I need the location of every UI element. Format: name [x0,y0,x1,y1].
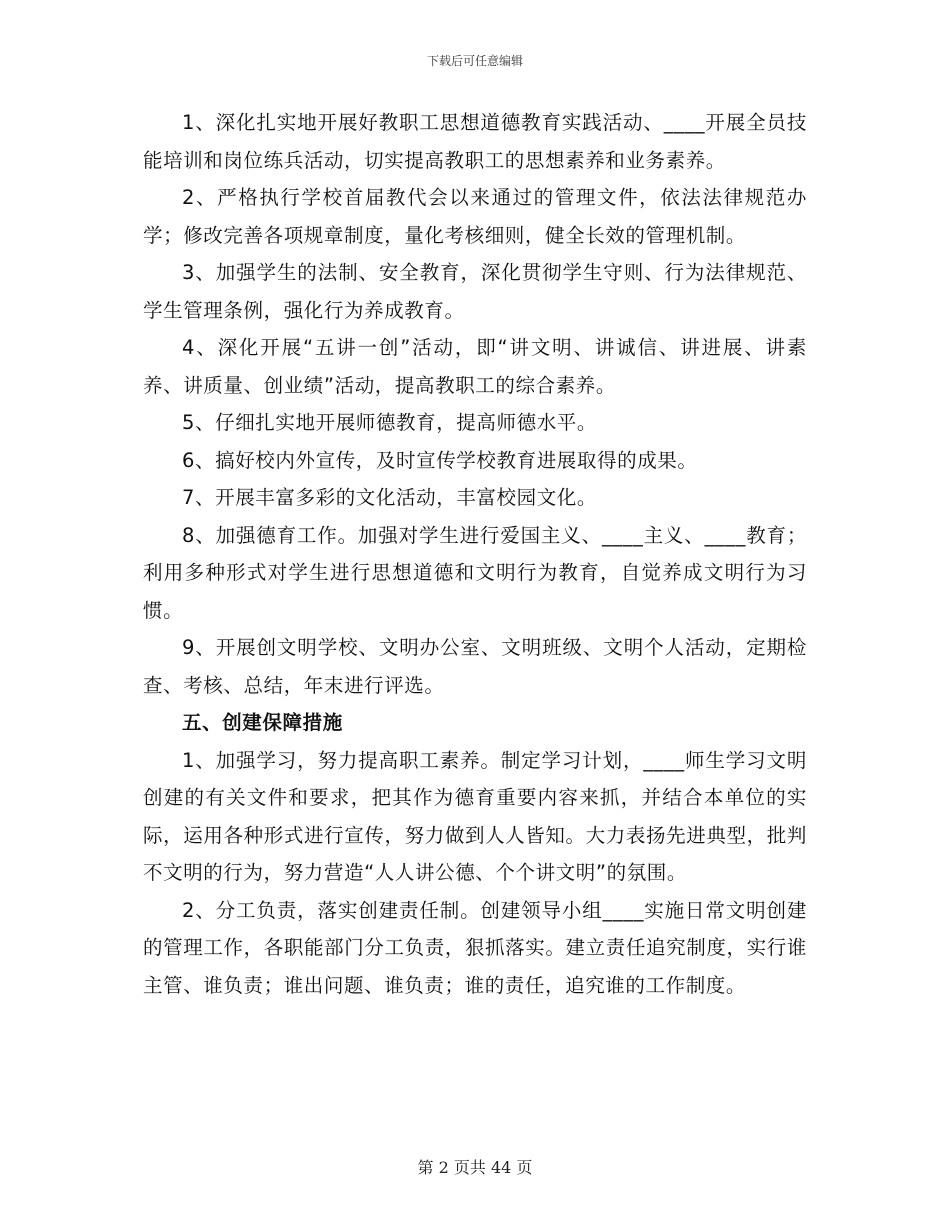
paragraph-7: 7、开展丰富多彩的文化活动，丰富校园文化。 [182,486,598,509]
paragraph-1: 1、深化扎实地开展好教职工思想道德教育实践活动、____开展全员技能培训和岗位练兵活动，切实提高教职工的思想素养和业务素养。 [143,111,807,172]
paragraph-2: 2、严格执行学校首届教代会以来通过的管理文件，依法法律规范办学；修改完善各项规章制度，量化考核细则，健全长效的管理机制。 [143,186,807,247]
paragraph-9: 9、开展创文明学校、文明办公室、文明班级、文明个人活动，定期检查、考核、总结，年末进行评选。 [143,636,807,697]
paragraph-6: 6、搞好校内外宣传，及时宣传学校教育进展取得的成果。 [182,448,698,472]
paragraph-3: 3、加强学生的法制、安全教育，深化贯彻学生守则、行为法律规范、学生管理条例，强化行为养成教育。 [143,261,807,322]
paragraph-5: 5、仔细扎实地开展师德教育，提高师德水平。 [182,411,598,434]
document-body [143,104,807,1004]
page-footer: 第 2 页共 44 页 [417,1158,533,1177]
section-paragraph-1: 1、加强学习，努力提高职工素养。制定学习计划，____师生学习文明创建的有关文件和要求，把其作为德育重要内容来抓，并结合本单位的实际，运用各种形式进行宣传，努力做到人人皆知。大力表扬先进典型，批判不文明的行为，努力营造“人人讲公德、个个讲文明”的氛围。 [143,748,807,884]
paragraph-8: 8、加强德育工作。加强对学生进行爱国主义、____主义、____教育；利用多种形式对学生进行思想道德和文明行为教育，自觉养成文明行为习惯。 [143,523,807,622]
paragraph-4: 4、深化开展“五讲一创”活动，即“讲文明、讲诚信、讲进展、讲素养、讲质量、创业绩”活动，提高教职工的综合素养。 [143,336,807,397]
page-header: 下载后可任意编辑 [426,54,523,68]
section-heading: 五、创建保障措施 [182,711,343,734]
section-paragraph-2: 2、分工负责，落实创建责任制。创建领导小组____实施日常文明创建的管理工作，各职能部门分工负责，狠抓落实。建立责任追究制度，实行谁主管、谁负责；谁出问题、谁负责；谁的责任，追究谁的工作制度。 [143,898,807,997]
